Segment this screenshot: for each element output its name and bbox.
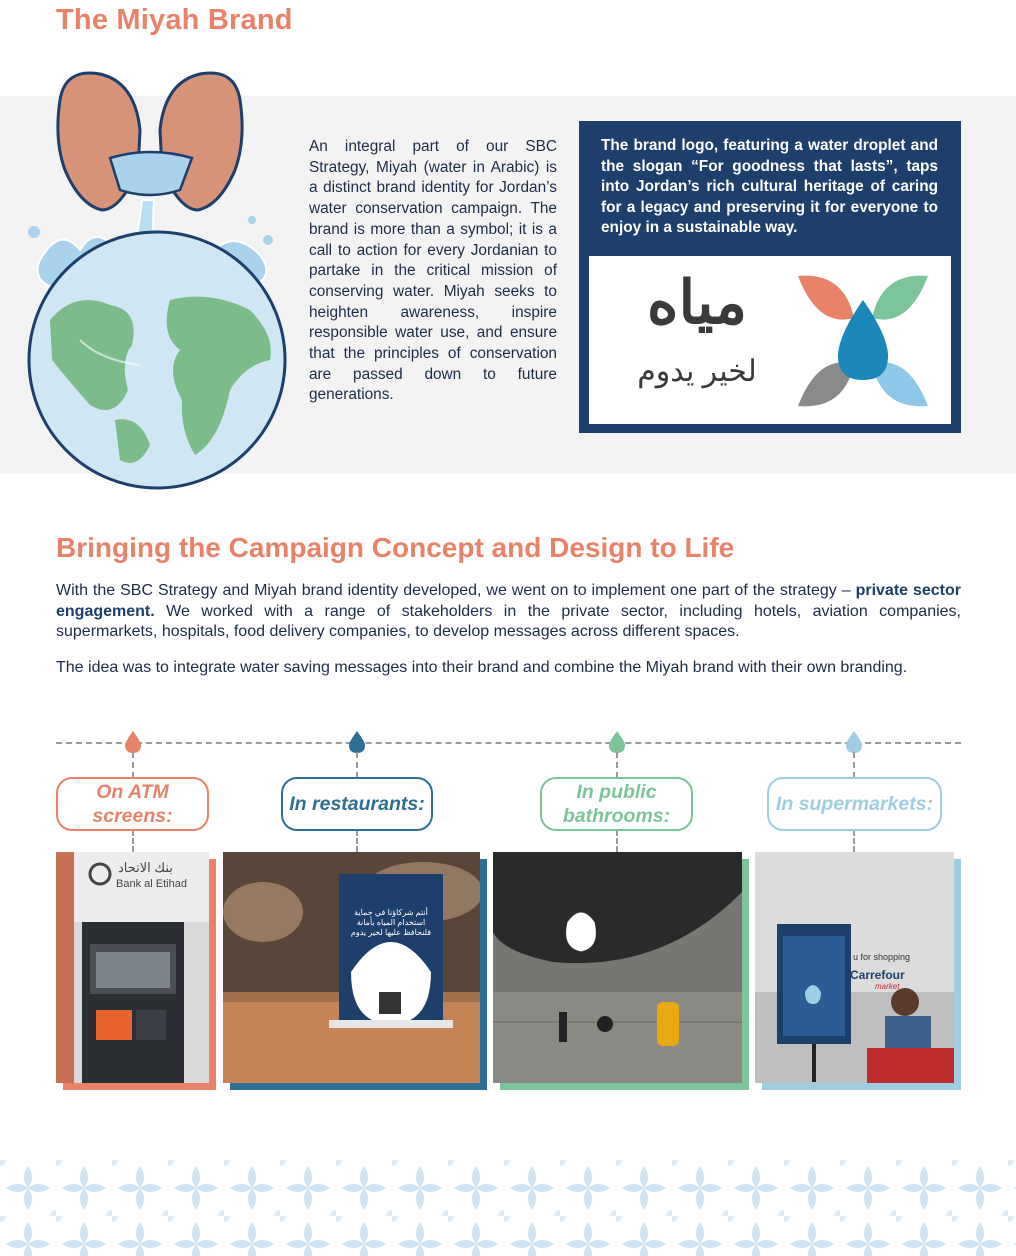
timeline-line xyxy=(56,742,961,744)
supermarket-store-sub: market xyxy=(875,982,900,991)
connector xyxy=(853,830,855,852)
supermarket-store-name: Carrefour xyxy=(850,968,905,982)
paragraph-1 xyxy=(56,581,961,643)
connector xyxy=(616,752,618,778)
miyah-logo-mark-icon xyxy=(796,272,930,410)
atm-photo xyxy=(56,852,209,1083)
lightblue-drop-icon xyxy=(846,731,862,753)
supermarket-photo xyxy=(755,852,954,1083)
restaurant-photo xyxy=(223,852,480,1083)
atm-bank-name: Bank al Etihad xyxy=(116,878,187,890)
atm-bank-arabic: بنك الاتحاد xyxy=(118,860,173,875)
label-restaurants: In restaurants: xyxy=(281,777,433,831)
paragraph-1-bold: private sector engagement. xyxy=(56,582,962,620)
label-supermarkets: In supermarkets: xyxy=(767,777,942,831)
logo-description: The brand logo, featuring a water droplet and the slogan “For goodness that lasts”, taps into Jordan’s rich cultural heritage of caring for a legacy and preserving it for everyone to enjoy in a sustainable way. xyxy=(601,137,938,236)
green-drop-icon xyxy=(609,731,625,753)
logo-arabic-slogan: لخير يدوم xyxy=(637,355,757,388)
section-title: Bringing the Campaign Concept and Design to Life xyxy=(56,532,735,563)
connector xyxy=(356,830,358,852)
logo-arabic-name: مياه xyxy=(647,269,747,336)
connector xyxy=(132,752,134,778)
label-bathrooms: In public bathrooms: xyxy=(540,777,693,831)
connector xyxy=(356,752,358,778)
decorative-pattern xyxy=(0,1160,1016,1256)
paragraph-1-start: With the SBC Strategy and Miyah brand identity developed, we went on to implement one part of the strategy – xyxy=(56,582,851,599)
restaurant-sign-text: أنتم شركاؤنا في حماية استخدام المياه بأمانة فلنحافظ عليها لخير يدوم xyxy=(350,908,432,937)
teal-drop-icon xyxy=(349,731,365,753)
supermarket-banner: u for shopping xyxy=(853,952,911,962)
paragraph-2: The idea was to integrate water saving messages into their brand and combine the Miyah brand with their own branding. xyxy=(56,659,908,676)
coral-drop-icon xyxy=(125,731,141,753)
label-atm: On ATM screens: xyxy=(56,777,209,831)
bathroom-photo xyxy=(493,852,742,1083)
connector xyxy=(616,830,618,852)
connector xyxy=(853,752,855,778)
paragraph-1-end: We worked with a range of stakeholders in the private sector, including hotels, aviation companies, supermarkets, hospitals, food delivery companies, to develop messages across different spaces. xyxy=(56,602,961,641)
brand-intro-text: An integral part of our SBC Strategy, Miyah (water in Arabic) is a distinct brand identity for Jordan’s water conservation campaign. The brand is more than a symbol; it is a call to action for every Jordanian to partake in the critical mission of conserving water. Miyah seeks to heighten awareness, inspire responsible water use, and ensure that the principles of conservation are passed down to future generations. xyxy=(309,138,557,404)
connector xyxy=(132,830,134,852)
page-title: The Miyah Brand xyxy=(56,4,293,36)
globe-hands-illustration xyxy=(20,60,295,500)
